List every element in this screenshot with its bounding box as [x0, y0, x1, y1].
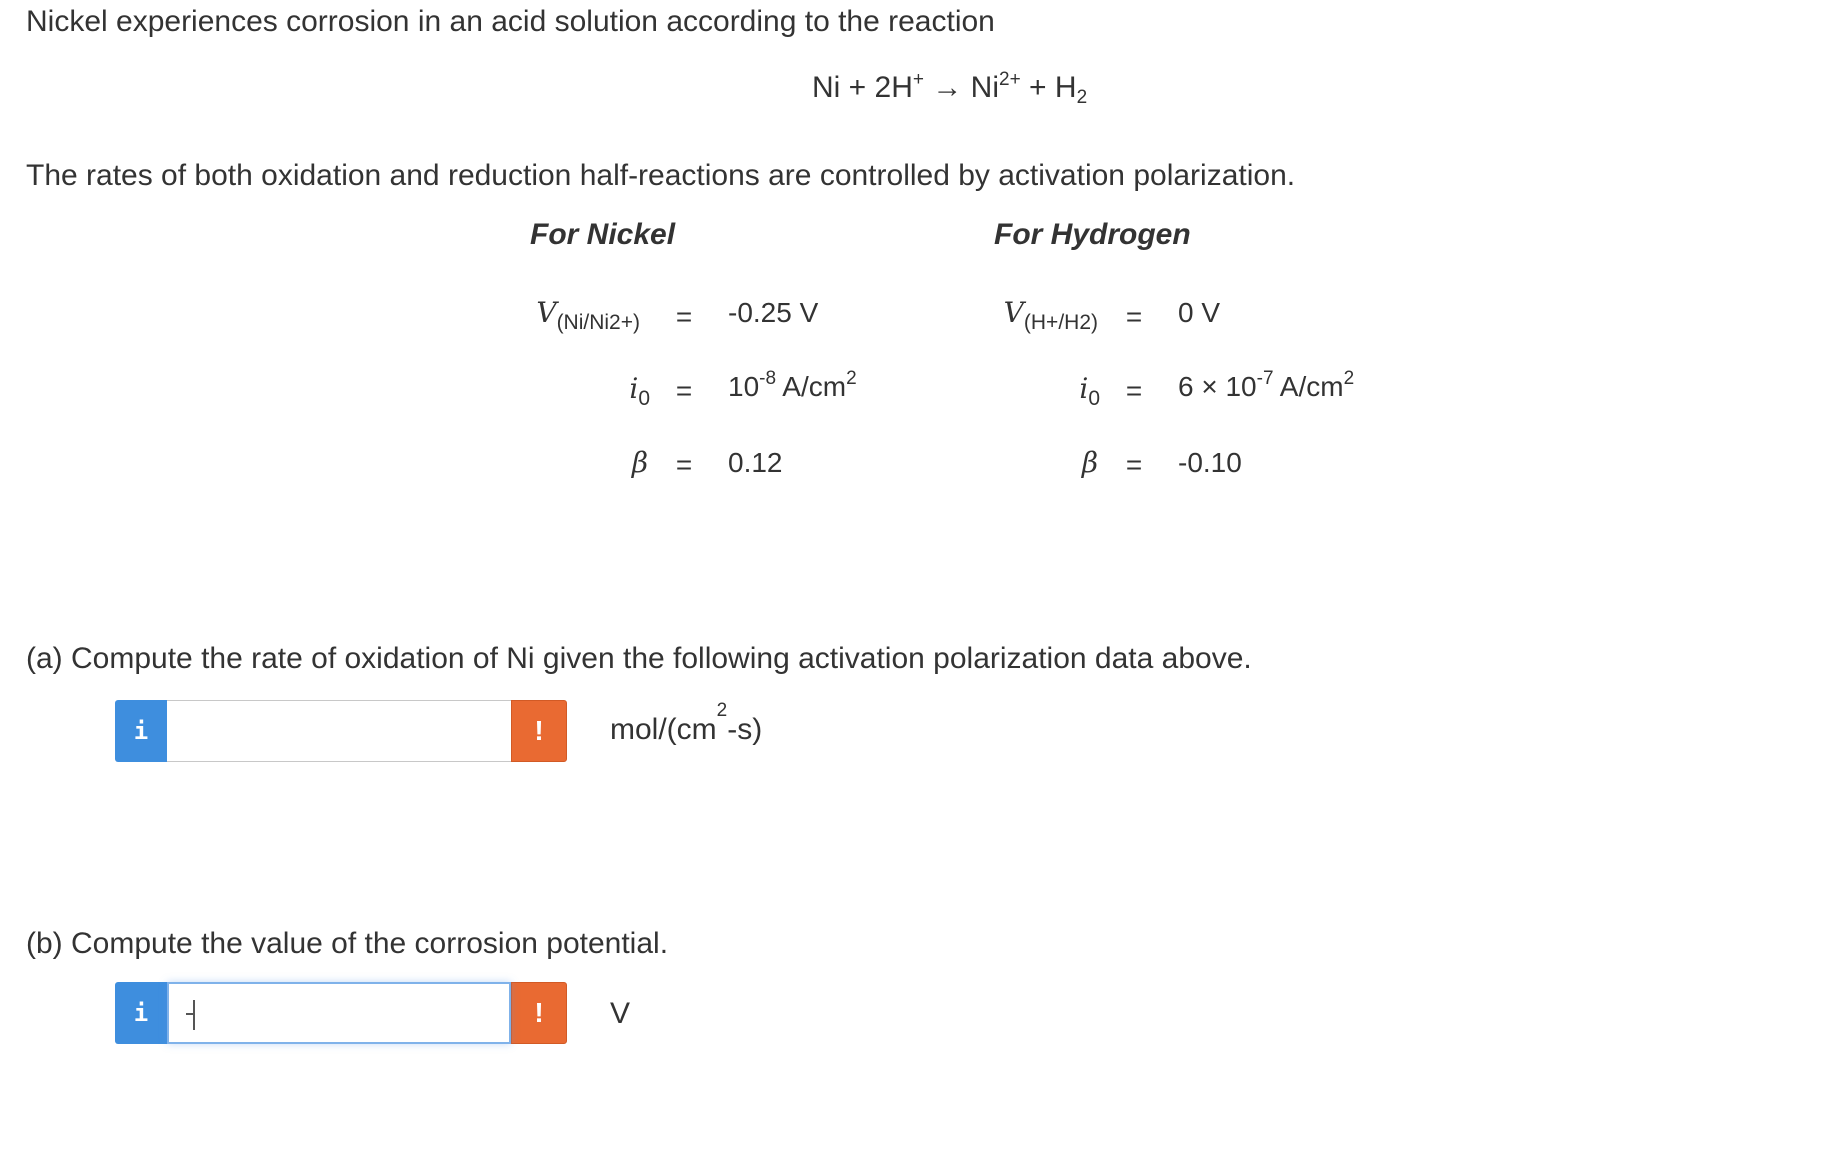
answer-b-field [115, 982, 567, 1044]
warning-button-a[interactable]: ! [511, 700, 567, 762]
hydrogen-beta-value: -0.10 [1178, 447, 1242, 478]
nickel-i0-equals: = [675, 375, 693, 406]
hydrogen-v-value: 0 V [1178, 297, 1221, 328]
answer-b-input-wrapper [167, 982, 511, 1044]
nickel-heading: For Nickel [530, 218, 676, 251]
answer-b-unit: V [610, 997, 631, 1030]
nickel-v-equals: = [675, 301, 693, 332]
answer-a-input[interactable] [167, 701, 511, 761]
answer-a-unit: mol/$(cm^2-s)$ [610, 700, 763, 746]
hydrogen-v-label: $V_{(H+/H2)}$ [1003, 296, 1098, 334]
nickel-beta-value: 0.12 [728, 447, 783, 478]
h-charge: + [912, 69, 924, 90]
hydrogen-i0-equals: = [1125, 375, 1143, 406]
question-a: (a) Compute the rate of oxidation of Ni given the following activation polarization data above. [26, 642, 1252, 675]
hydrogen-heading: For Hydrogen [994, 218, 1191, 251]
nickel-beta-equals: = [675, 449, 693, 480]
h2-subscript: 2 [1076, 87, 1088, 108]
statement-text: The rates of both oxidation and reduction half-reactions are controlled by activation polarization. [26, 159, 1296, 192]
question-b: (b) Compute the value of the corrosion potential. [26, 927, 669, 960]
hydrogen-beta-label: β [1081, 446, 1098, 479]
reaction-lhs: Ni + 2H [812, 71, 913, 104]
info-button-a[interactable]: i [115, 700, 167, 762]
hydrogen-beta-equals: = [1125, 449, 1143, 480]
hydrogen-v-equals: = [1125, 301, 1143, 332]
reaction-plus-h: + H [1029, 71, 1077, 104]
answer-a-input-wrapper [167, 700, 511, 762]
reaction-product: Ni [970, 71, 1000, 104]
ni-charge: 2+ [999, 69, 1021, 90]
arrow: → [932, 71, 963, 104]
info-button-b[interactable]: i [115, 982, 167, 1044]
nickel-i0-label: $i_0$ [629, 372, 650, 410]
hydrogen-i0-label: $i_0$ [1079, 372, 1100, 410]
intro-text: Nickel experiences corrosion in an acid solution according to the reaction [26, 5, 995, 38]
nickel-beta-label: β [631, 446, 648, 479]
reaction-equation [812, 70, 1087, 106]
answer-a-field [115, 700, 567, 762]
warning-button-b[interactable]: ! [511, 982, 567, 1044]
nickel-v-value: -0.25 V [728, 297, 819, 328]
hydrogen-i0-value: $6 \times 10^{-7}$ $A/cm^2$ [1178, 368, 1355, 402]
answer-b-input[interactable] [169, 984, 509, 1042]
nickel-i0-value: $10^{-8}$ $A/cm^2$ [728, 368, 857, 402]
nickel-v-label: $V_{(Ni/Ni2+)}$ [536, 296, 640, 334]
text-cursor-icon [193, 1000, 195, 1030]
